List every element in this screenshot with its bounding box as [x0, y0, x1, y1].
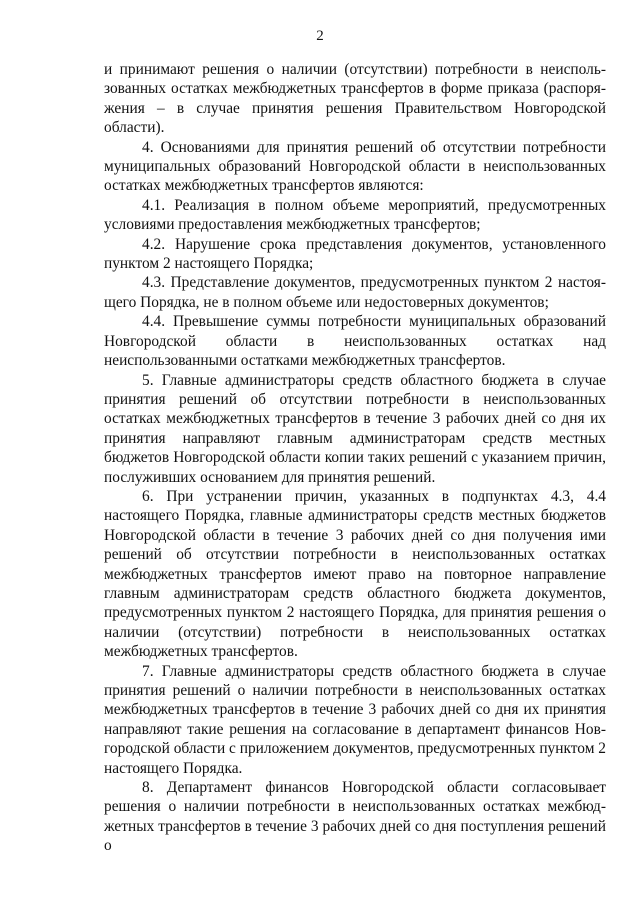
paragraph-6: 6. При устранении причин, указанных в подпунктах 4.3, 4.4 настоящего Порядка, главные администраторы средств местных бюджетов Новгородской области в течение 3 рабочих дней со дня получения ими решений об отсутствии потребности в неиспользованных остатках межбюджетных трансфертов имеют право на повторное направление главным администраторам средств областного бюджета документов, предусмотренных пунктом 2 настоящего Порядка, для принятия решения о наличии (отсутствии) потребности в неиспользованных остатках межбюджетных трансфертов.	[104, 487, 606, 661]
paragraph-4-1: 4.1. Реализация в полном объеме мероприятий, предусмотренных условиями предоставления межбюджетных трансфертов;	[104, 196, 606, 234]
paragraph-4-2: 4.2. Нарушение срока представления документов, установленного пунктом 2 настоящего Порядка;	[104, 235, 606, 273]
page-number: 2	[316, 28, 324, 44]
paragraph-4: 4. Основаниями для принятия решений об отсутствии потребности муниципальных образований Новгородской области в неиспользованных остатках межбюджетных трансфертов являются:	[104, 138, 606, 195]
paragraph-4-4: 4.4. Превышение суммы потребности муниципальных образований Новгородской области в неиспользованных остатках над неиспользованными остатками межбюджетных трансфертов.	[104, 313, 606, 370]
paragraph-continuation: и принимают решения о наличии (отсутствии) потребности в неиспользованных остатках межбюджетных трансфертов в форме приказа (распоряжения – в случае принятия решения Правительством Новгородской области).	[104, 61, 606, 137]
paragraph-4-3: 4.3. Представление документов, предусмотренных пунктом 2 настоящего Порядка, не в полном объеме или недостоверных документов;	[104, 274, 606, 311]
document-body	[104, 60, 606, 856]
paragraph-5: 5. Главные администраторы средств областного бюджета в случае принятия решений об отсутствии потребности в неиспользованных остатках межбюджетных трансфертов в течение 3 рабочих дней со дня их принятия направляют главным администраторам средств местных бюджетов Новгородской области копии таких решений с указанием причин, послуживших основанием для принятия решений.	[104, 371, 606, 486]
paragraph-8: 8. Департамент финансов Новгородской области согласовывает решения о наличии потребности в неиспользованных остатках межбюджетных трансфертов в течение 3 рабочих дней со дня поступления решений о	[104, 779, 606, 855]
paragraph-7: 7. Главные администраторы средств областного бюджета в случае принятия решений о наличии потребности в неиспользованных остатках межбюджетных трансфертов в течение 3 рабочих дней со дня их принятия направляют такие решения на согласование в департамент финансов Новгородской области с приложением документов, предусмотренных пунктом 2 настоящего Порядка.	[104, 662, 606, 777]
